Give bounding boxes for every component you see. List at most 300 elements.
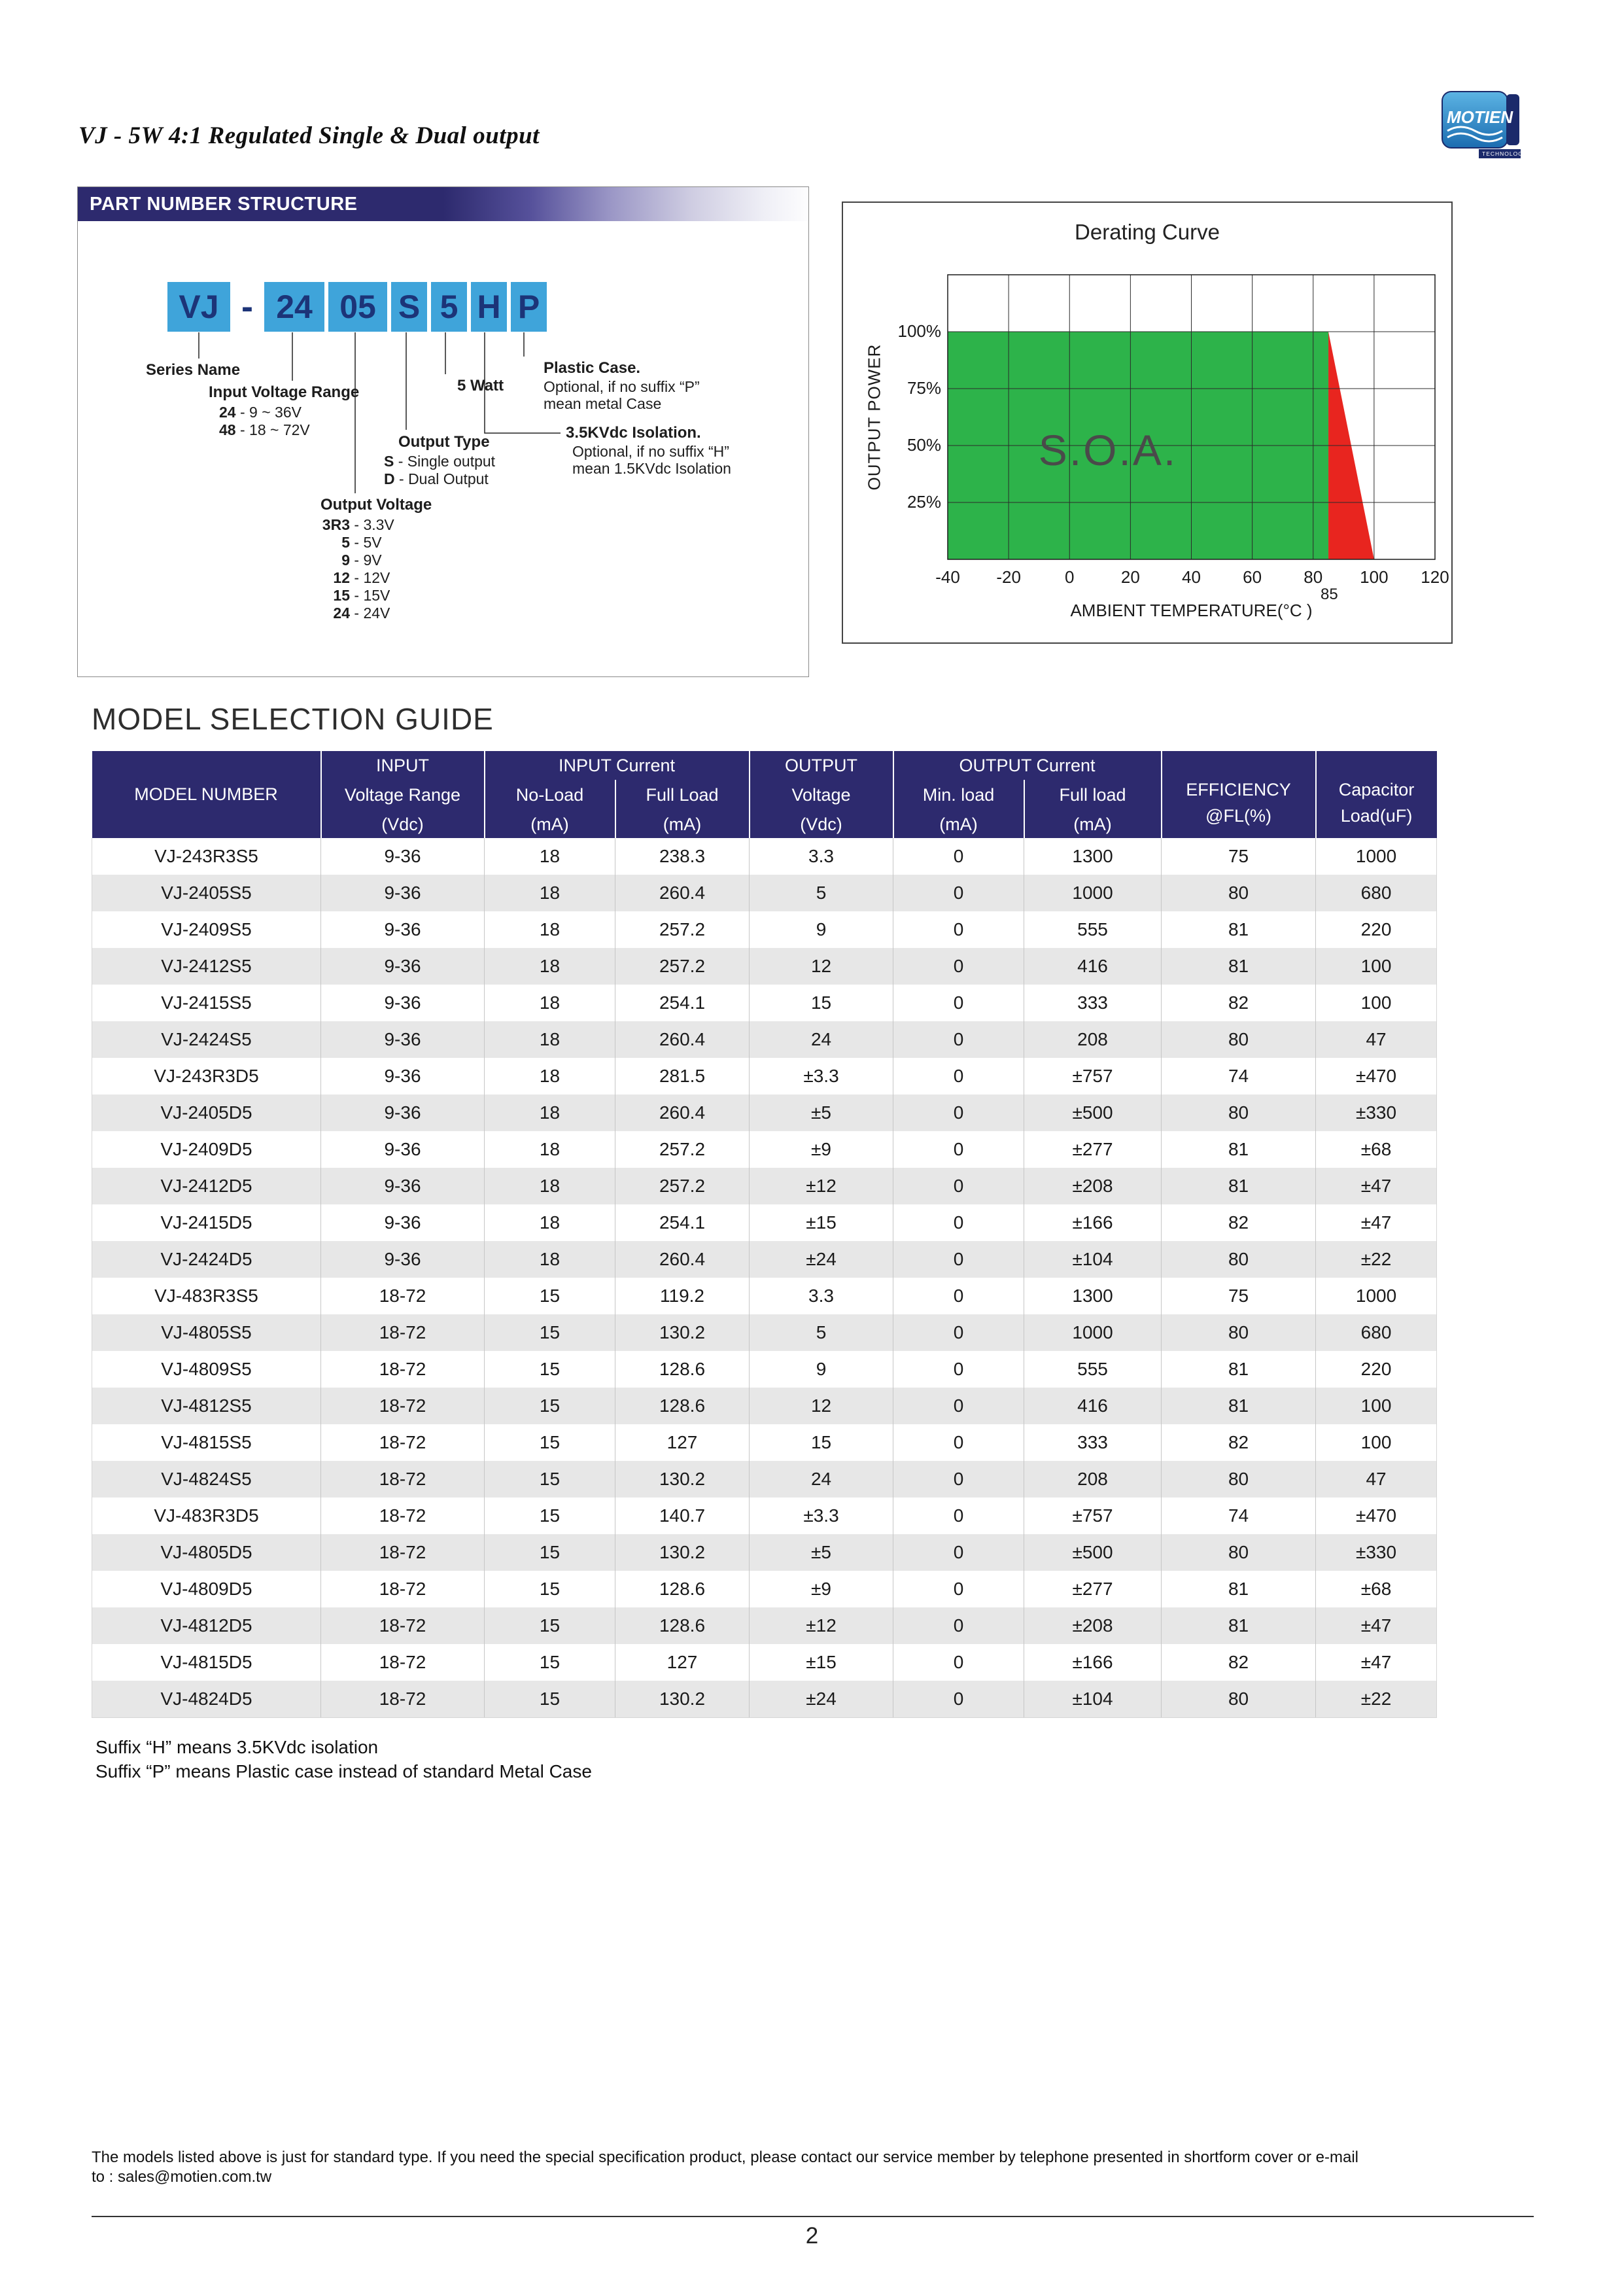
- table-cell: 82: [1162, 985, 1316, 1021]
- table-cell: 127: [615, 1424, 750, 1461]
- table-cell: 9-36: [321, 1058, 485, 1095]
- table-cell: 130.2: [615, 1314, 750, 1351]
- unit-ma: (mA): [615, 811, 750, 838]
- table-cell: 0: [893, 1498, 1024, 1534]
- table-cell: ±330: [1316, 1534, 1437, 1571]
- table-cell: 416: [1024, 948, 1162, 985]
- table-cell: 119.2: [615, 1278, 750, 1314]
- table-cell: 18: [485, 1095, 615, 1131]
- input-voltage-option: 24 - 9 ~ 36V: [219, 404, 302, 421]
- part-number-box: VJ: [167, 282, 230, 332]
- plastic-case-note-line: mean metal Case: [544, 395, 662, 412]
- logo-brand-text: MOTIEN: [1447, 107, 1513, 127]
- table-cell: 680: [1316, 875, 1437, 911]
- x-axis-title: AMBIENT TEMPERATURE(°C ): [1070, 601, 1313, 620]
- isolation-title: 3.5KVdc Isolation.: [566, 424, 701, 442]
- table-cell: 100: [1316, 1424, 1437, 1461]
- table-row: [92, 838, 1437, 875]
- output-voltage-option: 15 - 15V: [333, 587, 390, 604]
- plastic-case-note-line: Optional, if no suffix “P”: [544, 378, 700, 395]
- table-cell: 333: [1024, 985, 1162, 1021]
- table-cell: 18: [485, 1204, 615, 1241]
- table-row: [92, 1314, 1437, 1351]
- output-type-options: [384, 453, 495, 488]
- table-cell: 81: [1162, 948, 1316, 985]
- table-row: [92, 1461, 1437, 1498]
- page-title: VJ - 5W 4:1 Regulated Single & Dual output: [78, 122, 540, 149]
- table-cell: 18-72: [321, 1351, 485, 1388]
- table-cell: ±9: [750, 1571, 893, 1607]
- table-cell: 80: [1162, 1681, 1316, 1718]
- table-cell: 100: [1316, 985, 1437, 1021]
- table-cell: ±3.3: [750, 1058, 893, 1095]
- output-type-title: Output Type: [398, 433, 490, 451]
- derate-start-label: 85: [1321, 586, 1338, 603]
- table-cell: 0: [893, 1241, 1024, 1278]
- table-row: [92, 948, 1437, 985]
- table-cell: 18-72: [321, 1424, 485, 1461]
- table-cell: 9-36: [321, 1204, 485, 1241]
- table-cell: VJ-483R3S5: [92, 1278, 321, 1314]
- x-tick-label: 100: [1360, 567, 1389, 587]
- table-cell: ±5: [750, 1095, 893, 1131]
- table-cell: VJ-483R3D5: [92, 1498, 321, 1534]
- table-cell: VJ-4805S5: [92, 1314, 321, 1351]
- table-cell: 1000: [1316, 1278, 1437, 1314]
- table-cell: 15: [485, 1388, 615, 1424]
- table-row: [92, 1168, 1437, 1204]
- watt-label: 5 Watt: [457, 377, 504, 394]
- part-number-box: P: [511, 282, 547, 332]
- contact-note-line: to : sales@motien.com.tw: [92, 2168, 272, 2186]
- table-cell: 1300: [1024, 838, 1162, 875]
- table-cell: 0: [893, 1058, 1024, 1095]
- table-cell: 81: [1162, 911, 1316, 948]
- table-cell: ±12: [750, 1607, 893, 1644]
- table-cell: 9-36: [321, 948, 485, 985]
- table-cell: 9-36: [321, 1021, 485, 1058]
- table-cell: VJ-2424D5: [92, 1241, 321, 1278]
- table-cell: 5: [750, 1314, 893, 1351]
- table-cell: VJ-4809D5: [92, 1571, 321, 1607]
- table-cell: 220: [1316, 1351, 1437, 1388]
- table-cell: 9: [750, 1351, 893, 1388]
- table-cell: 18: [485, 875, 615, 911]
- table-cell: VJ-4815D5: [92, 1644, 321, 1681]
- table-cell: 0: [893, 985, 1024, 1021]
- logo-sub-text: TECHNOLOGY: [1482, 150, 1528, 157]
- table-cell: 128.6: [615, 1388, 750, 1424]
- plastic-case-title: Plastic Case.: [544, 359, 641, 377]
- table-cell: VJ-2405D5: [92, 1095, 321, 1131]
- table-cell: 0: [893, 1021, 1024, 1058]
- suffix-notes: [95, 1735, 592, 1783]
- model-selection-guide-title: MODEL SELECTION GUIDE: [92, 702, 494, 736]
- col-header-model-number: MODEL NUMBER: [92, 751, 321, 838]
- table-cell: 254.1: [615, 1204, 750, 1241]
- table-cell: 0: [893, 838, 1024, 875]
- output-voltage-option: 5 - 5V: [341, 534, 382, 551]
- table-cell: 82: [1162, 1424, 1316, 1461]
- table-row: [92, 1204, 1437, 1241]
- part-number-box: 5: [431, 282, 467, 332]
- table-cell: 18-72: [321, 1498, 485, 1534]
- table-cell: 80: [1162, 1534, 1316, 1571]
- page-number: 2: [805, 2223, 819, 2249]
- table-cell: ±330: [1316, 1095, 1437, 1131]
- section-header-label: PART NUMBER STRUCTURE: [90, 194, 358, 215]
- table-cell: 0: [893, 1131, 1024, 1168]
- table-cell: 18: [485, 1168, 615, 1204]
- motien-logo-graphic: [1441, 90, 1539, 162]
- table-cell: 127: [615, 1644, 750, 1681]
- table-cell: ±12: [750, 1168, 893, 1204]
- table-row: [92, 1388, 1437, 1424]
- table-row: [92, 911, 1437, 948]
- soa-label: S.O.A.: [1038, 426, 1178, 474]
- table-row: [92, 1095, 1437, 1131]
- table-cell: 0: [893, 1681, 1024, 1718]
- table-cell: 0: [893, 1095, 1024, 1131]
- table-cell: 15: [750, 1424, 893, 1461]
- table-cell: 130.2: [615, 1461, 750, 1498]
- col-header-capacitor: [1316, 751, 1437, 838]
- table-cell: 18: [485, 838, 615, 875]
- table-cell: 555: [1024, 1351, 1162, 1388]
- table-cell: 24: [750, 1021, 893, 1058]
- table-cell: 80: [1162, 1461, 1316, 1498]
- table-cell: 18-72: [321, 1388, 485, 1424]
- table-cell: ±3.3: [750, 1498, 893, 1534]
- table-cell: VJ-4815S5: [92, 1424, 321, 1461]
- table-cell: 81: [1162, 1571, 1316, 1607]
- table-row: [92, 1241, 1437, 1278]
- table-cell: 82: [1162, 1204, 1316, 1241]
- contact-note: [92, 2148, 1540, 2187]
- table-row: [92, 1021, 1437, 1058]
- table-cell: 9-36: [321, 1168, 485, 1204]
- table-cell: 18-72: [321, 1607, 485, 1644]
- col-header-voltage-range: Voltage Range: [321, 780, 485, 811]
- unit-vdc: (Vdc): [321, 811, 485, 838]
- table-cell: 5: [750, 875, 893, 911]
- table-row: [92, 1498, 1437, 1534]
- table-cell: ±470: [1316, 1058, 1437, 1095]
- table-cell: 100: [1316, 948, 1437, 985]
- table-cell: 18: [485, 948, 615, 985]
- table-cell: 18: [485, 1131, 615, 1168]
- table-cell: 9-36: [321, 985, 485, 1021]
- table-cell: VJ-2405S5: [92, 875, 321, 911]
- table-cell: ±104: [1024, 1241, 1162, 1278]
- table-row: [92, 985, 1437, 1021]
- table-cell: 82: [1162, 1644, 1316, 1681]
- table-row: [92, 1571, 1437, 1607]
- table-cell: 18-72: [321, 1681, 485, 1718]
- table-cell: ±68: [1316, 1131, 1437, 1168]
- efficiency-unit: @FL(%): [1205, 805, 1271, 826]
- table-cell: 15: [485, 1681, 615, 1718]
- table-cell: VJ-4812S5: [92, 1388, 321, 1424]
- table-cell: VJ-2424S5: [92, 1021, 321, 1058]
- y-tick-label: 75%: [907, 378, 941, 398]
- table-cell: 24: [750, 1461, 893, 1498]
- table-cell: 15: [485, 1498, 615, 1534]
- col-header-efficiency: [1162, 751, 1316, 838]
- table-cell: 128.6: [615, 1607, 750, 1644]
- capacitor-label: Capacitor: [1338, 780, 1415, 800]
- table-cell: 80: [1162, 875, 1316, 911]
- table-cell: ±208: [1024, 1168, 1162, 1204]
- table-cell: VJ-243R3D5: [92, 1058, 321, 1095]
- output-voltage-option: 24 - 24V: [333, 604, 390, 622]
- input-voltage-options: [219, 404, 310, 439]
- table-cell: 0: [893, 948, 1024, 985]
- part-number-box: 24: [264, 282, 324, 332]
- x-tick-label: 0: [1065, 567, 1075, 587]
- table-cell: ±277: [1024, 1131, 1162, 1168]
- table-cell: 81: [1162, 1168, 1316, 1204]
- table-cell: VJ-2409D5: [92, 1131, 321, 1168]
- table-cell: VJ-2412S5: [92, 948, 321, 985]
- table-cell: 128.6: [615, 1571, 750, 1607]
- table-cell: VJ-4809S5: [92, 1351, 321, 1388]
- output-voltage-option: 3R3 - 3.3V: [322, 516, 394, 533]
- table-cell: 128.6: [615, 1351, 750, 1388]
- table-cell: 9-36: [321, 838, 485, 875]
- table-cell: 555: [1024, 911, 1162, 948]
- table-cell: VJ-4812D5: [92, 1607, 321, 1644]
- output-type-option: S - Single output: [384, 453, 496, 470]
- table-row: [92, 875, 1437, 911]
- table-cell: VJ-2409S5: [92, 911, 321, 948]
- table-cell: VJ-4805D5: [92, 1534, 321, 1571]
- x-tick-label: -20: [996, 567, 1021, 587]
- table-cell: 18-72: [321, 1644, 485, 1681]
- chart-title: Derating Curve: [1075, 220, 1220, 244]
- capacitor-unit: Load(uF): [1340, 805, 1413, 826]
- table-cell: 0: [893, 1571, 1024, 1607]
- table-cell: 208: [1024, 1461, 1162, 1498]
- table-cell: 18-72: [321, 1314, 485, 1351]
- table-cell: 0: [893, 1424, 1024, 1461]
- table-row: [92, 1131, 1437, 1168]
- table-cell: 0: [893, 875, 1024, 911]
- table-cell: VJ-2412D5: [92, 1168, 321, 1204]
- y-axis-title: OUTPUT POWER: [864, 343, 884, 491]
- table-cell: ±24: [750, 1681, 893, 1718]
- output-type-option: D - Dual Output: [384, 470, 489, 487]
- table-cell: ±47: [1316, 1168, 1437, 1204]
- table-cell: 81: [1162, 1351, 1316, 1388]
- table-cell: 257.2: [615, 948, 750, 985]
- x-tick-label: -40: [935, 567, 960, 587]
- table-cell: 15: [485, 1461, 615, 1498]
- x-tick-label: 20: [1120, 567, 1140, 587]
- table-cell: 257.2: [615, 1168, 750, 1204]
- table-cell: ±47: [1316, 1204, 1437, 1241]
- table-cell: 3.3: [750, 838, 893, 875]
- suffix-note-p: Suffix “P” means Plastic case instead of standard Metal Case: [95, 1761, 592, 1781]
- table-cell: 18-72: [321, 1278, 485, 1314]
- table-cell: 9-36: [321, 1241, 485, 1278]
- table-cell: 680: [1316, 1314, 1437, 1351]
- table-cell: ±24: [750, 1241, 893, 1278]
- table-cell: 260.4: [615, 1095, 750, 1131]
- table-cell: 80: [1162, 1241, 1316, 1278]
- table-cell: ±15: [750, 1204, 893, 1241]
- table-cell: ±68: [1316, 1571, 1437, 1607]
- output-voltage-title: Output Voltage: [320, 496, 432, 514]
- table-row: [92, 1534, 1437, 1571]
- table-cell: VJ-4824D5: [92, 1681, 321, 1718]
- table-cell: 130.2: [615, 1534, 750, 1571]
- table-cell: VJ-243R3S5: [92, 838, 321, 875]
- table-cell: 18: [485, 1058, 615, 1095]
- table-cell: 0: [893, 911, 1024, 948]
- col-header-min-load: Min. load: [893, 780, 1024, 811]
- unit-ma: (mA): [485, 811, 615, 838]
- x-tick-label: 120: [1421, 567, 1449, 587]
- table-cell: 140.7: [615, 1498, 750, 1534]
- plastic-case-note: [544, 378, 700, 412]
- table-cell: 1300: [1024, 1278, 1162, 1314]
- isolation-note-line: Optional, if no suffix “H”: [572, 443, 729, 460]
- footer-divider: [92, 2216, 1534, 2217]
- isolation-note-line: mean 1.5KVdc Isolation: [572, 460, 731, 477]
- table-row: [92, 1278, 1437, 1314]
- table-cell: 0: [893, 1168, 1024, 1204]
- unit-ma: (mA): [1024, 811, 1162, 838]
- col-header-full-load-out: Full load: [1024, 780, 1162, 811]
- table-cell: 257.2: [615, 1131, 750, 1168]
- table-cell: 74: [1162, 1498, 1316, 1534]
- table-cell: 3.3: [750, 1278, 893, 1314]
- table-cell: 0: [893, 1314, 1024, 1351]
- table-cell: ±277: [1024, 1571, 1162, 1607]
- table-cell: 333: [1024, 1424, 1162, 1461]
- table-row: [92, 1424, 1437, 1461]
- table-row: [92, 1607, 1437, 1644]
- table-cell: ±500: [1024, 1095, 1162, 1131]
- table-cell: 260.4: [615, 875, 750, 911]
- col-group-input: INPUT: [321, 751, 485, 780]
- section-header-bar: [78, 187, 808, 221]
- table-cell: 74: [1162, 1058, 1316, 1095]
- part-number-box: H: [471, 282, 507, 332]
- table-row: [92, 1351, 1437, 1388]
- table-cell: 9-36: [321, 1095, 485, 1131]
- table-cell: 238.3: [615, 838, 750, 875]
- table-cell: 75: [1162, 838, 1316, 875]
- table-cell: 15: [485, 1314, 615, 1351]
- table-cell: VJ-2415D5: [92, 1204, 321, 1241]
- table-cell: 75: [1162, 1278, 1316, 1314]
- table-cell: 80: [1162, 1314, 1316, 1351]
- table-cell: 416: [1024, 1388, 1162, 1424]
- table-cell: 281.5: [615, 1058, 750, 1095]
- input-voltage-option: 48 - 18 ~ 72V: [219, 421, 310, 438]
- table-cell: ±166: [1024, 1204, 1162, 1241]
- table-cell: VJ-4824S5: [92, 1461, 321, 1498]
- table-cell: ±9: [750, 1131, 893, 1168]
- y-tick-label: 25%: [907, 492, 941, 512]
- table-cell: 18: [485, 985, 615, 1021]
- part-number-box: S: [391, 282, 427, 332]
- table-cell: 0: [893, 1351, 1024, 1388]
- x-tick-label: 40: [1182, 567, 1201, 587]
- part-number-example: [167, 282, 547, 332]
- table-cell: VJ-2415S5: [92, 985, 321, 1021]
- table-cell: 47: [1316, 1461, 1437, 1498]
- table-cell: 18: [485, 1021, 615, 1058]
- table-cell: 15: [485, 1351, 615, 1388]
- part-number-structure-section: [77, 186, 809, 677]
- table-cell: 220: [1316, 911, 1437, 948]
- unit-ma: (mA): [893, 811, 1024, 838]
- table-cell: 15: [750, 985, 893, 1021]
- table-header: [92, 751, 1437, 838]
- table-cell: 1000: [1024, 1314, 1162, 1351]
- input-voltage-title: Input Voltage Range: [209, 383, 360, 401]
- table-cell: 81: [1162, 1607, 1316, 1644]
- derating-curve-panel: [842, 201, 1453, 644]
- table-cell: 1000: [1024, 875, 1162, 911]
- table-cell: ±22: [1316, 1681, 1437, 1718]
- table-cell: 260.4: [615, 1021, 750, 1058]
- part-number-dash: -: [241, 287, 253, 326]
- col-group-input-current: INPUT Current: [485, 751, 750, 780]
- output-voltage-option: 12 - 12V: [333, 569, 390, 586]
- table-cell: 80: [1162, 1095, 1316, 1131]
- table-cell: 15: [485, 1571, 615, 1607]
- efficiency-label: EFFICIENCY: [1186, 780, 1291, 800]
- x-tick-label: 60: [1243, 567, 1262, 587]
- table-body: [92, 838, 1437, 1718]
- table-cell: 0: [893, 1607, 1024, 1644]
- table-row: [92, 1681, 1437, 1718]
- table-cell: 254.1: [615, 985, 750, 1021]
- col-header-no-load: No-Load: [485, 780, 615, 811]
- output-voltage-option: 9 - 9V: [341, 552, 382, 569]
- table-cell: 80: [1162, 1021, 1316, 1058]
- contact-note-line: The models listed above is just for standard type. If you need the special specification product, please contact our service member by telephone presented in shortform cover or e-mail: [92, 2148, 1359, 2166]
- table-cell: ±208: [1024, 1607, 1162, 1644]
- table-cell: ±47: [1316, 1607, 1437, 1644]
- table-cell: 0: [893, 1278, 1024, 1314]
- table-cell: 18: [485, 1241, 615, 1278]
- y-tick-label: 100%: [897, 321, 941, 341]
- table-cell: 81: [1162, 1388, 1316, 1424]
- table-cell: 1000: [1316, 838, 1437, 875]
- model-selection-table: [92, 751, 1437, 1718]
- table-cell: ±757: [1024, 1058, 1162, 1095]
- table-cell: 0: [893, 1204, 1024, 1241]
- table-cell: 9-36: [321, 1131, 485, 1168]
- table-cell: 81: [1162, 1131, 1316, 1168]
- table-cell: 18-72: [321, 1461, 485, 1498]
- table-cell: ±757: [1024, 1498, 1162, 1534]
- table-cell: 47: [1316, 1021, 1437, 1058]
- table-cell: 18-72: [321, 1534, 485, 1571]
- table-cell: ±166: [1024, 1644, 1162, 1681]
- table-cell: ±22: [1316, 1241, 1437, 1278]
- col-header-voltage: Voltage: [750, 780, 893, 811]
- table-cell: 130.2: [615, 1681, 750, 1718]
- table-cell: 208: [1024, 1021, 1162, 1058]
- table-row: [92, 1058, 1437, 1095]
- isolation-note: [572, 443, 731, 477]
